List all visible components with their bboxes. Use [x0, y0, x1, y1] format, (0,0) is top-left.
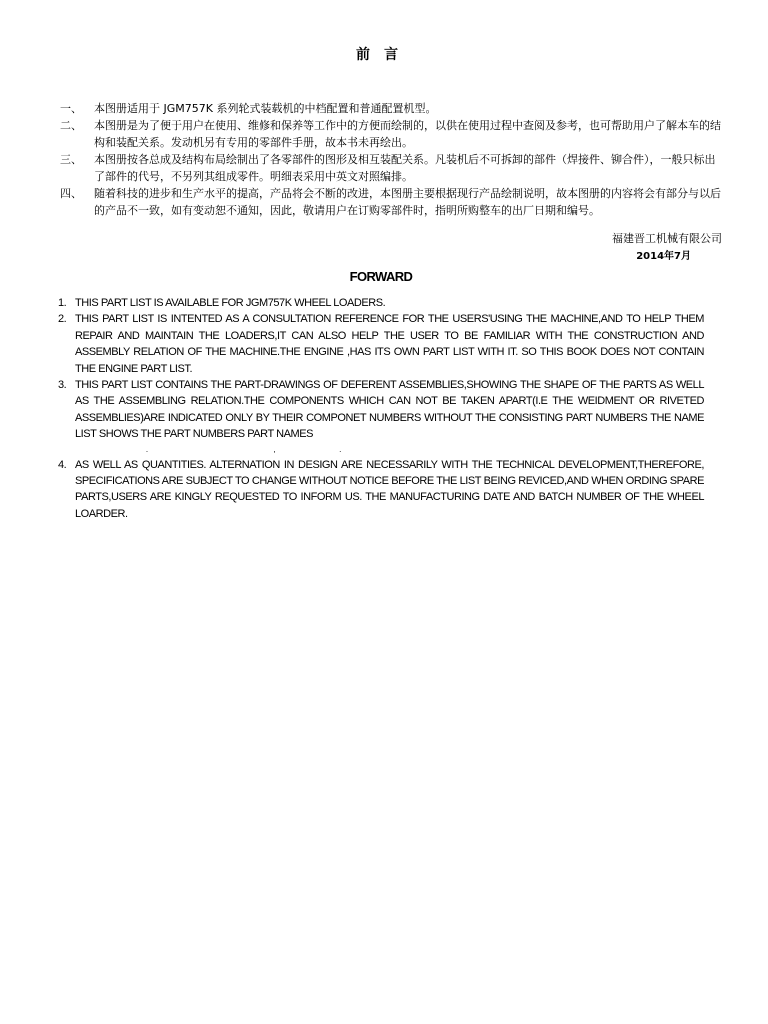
chinese-title: 前言 — [356, 47, 412, 63]
english-item-number: 4. — [58, 458, 67, 471]
chinese-item-list — [60, 100, 726, 219]
english-item-number: 1. — [58, 297, 67, 309]
chinese-list-item — [60, 151, 726, 185]
chinese-item-text: 本图册适用于 JGM757K 系列轮式装载机的中档配置和普通配置机型。 — [94, 102, 437, 115]
stray-punctuation-line: . , . — [75, 444, 341, 454]
english-item-text: THIS PART LIST IS INTENTED AS A CONSULTATION REFERENCE FOR THE USERS'USING THE MACHINE,AND TO HELP THEM REPAIR AND MAINTAIN THE LOADERS,IT CAN ALSO HELP THE USER TO BE FAMILIAR WITH THE CONSTRUCTION AND ASSEMBLY RELATION OF THE MACHINE.THE ENGINE ,HAS ITS OWN PART LIST WITH IT. SO THIS BOOK DOES NOT CONTAIN THE ENGINE PART LIST. — [75, 313, 704, 375]
english-list-item — [58, 311, 704, 377]
chinese-list-item — [60, 100, 726, 117]
english-item-text: AS WELL AS QUANTITIES. ALTERNATION IN DESIGN ARE NECESSARILY WITH THE TECHNICAL DEVELOPMENT,THEREFORE, SPECIFICATIONS ARE SUBJECT TO CHANGE WITHOUT NOTICE BEFORE THE LIST BEING REVICED,AND WHEN ORDING SPARE PARTS,USERS ARE KINGLY REQUESTED TO INFORM US. THE MANUFACTURING DATE AND BATCH NUMBER OF THE WHEEL LOARDER. — [75, 458, 704, 520]
chinese-list-item — [60, 117, 726, 151]
chinese-item-number: 二、 — [60, 119, 82, 132]
english-list-item — [58, 295, 704, 311]
english-list-item — [58, 377, 704, 443]
publication-date: 2014年7月 — [636, 251, 691, 262]
chinese-item-text: 随着科技的进步和生产水平的提高，产品将会不断的改进，本图册主要根据现行产品绘制说明，故本图册的内容将会有部分与以后的产品不一致，如有变动恕不通知，因此，敬请用户在订购零部件时，指明所购整车的出厂日期和编号。 — [94, 187, 721, 217]
english-item-text: THIS PART LIST IS AVAILABLE FOR JGM757K WHEEL LOADERS. — [75, 297, 386, 309]
english-item-number: 3. — [58, 379, 67, 392]
chinese-item-number: 三、 — [60, 153, 82, 166]
english-item-number: 2. — [58, 313, 67, 326]
english-item-list — [58, 295, 704, 522]
company-name: 福建晋工机械有限公司 — [612, 232, 722, 245]
chinese-item-text: 本图册按各总成及结构布局绘制出了各零部件的图形及相互装配关系。凡装机后不可拆卸的部件（焊接件、铆合件），一般只标出了部件的代号，不另列其组成零件。明细表采用中英文对照编排。 — [94, 153, 716, 183]
chinese-item-number: 四、 — [60, 187, 82, 200]
english-item-text: THIS PART LIST CONTAINS THE PART-DRAWINGS OF DEFERENT ASSEMBLIES,SHOWING THE SHAPE OF THE PARTS AS WELL AS THE ASSEMBLING RELATION.THE COMPONENTS WHICH CAN NOT BE TAKEN APART(I.E THE WEIDMENT OR RIVETED ASSEMBLIES)ARE INDICATED ONLY BY THEIR COMPONET NUMBERS WITHOUT THE CONSISTING PART NUMBERS THE NAME LIST SHOWS THE PART NUMBERS PART NAMES — [75, 379, 704, 441]
chinese-list-item — [60, 185, 726, 219]
chinese-item-number: 一、 — [60, 102, 82, 115]
english-list-item — [58, 457, 704, 523]
english-title: FORWARD — [349, 269, 413, 284]
chinese-item-text: 本图册是为了便于用户在使用、维修和保养等工作中的方便而绘制的，以供在使用过程中查阅及参考，也可帮助用户了解本车的结构和装配关系。发动机另有专用的零部件手册，故本书未再绘出。 — [94, 119, 721, 149]
